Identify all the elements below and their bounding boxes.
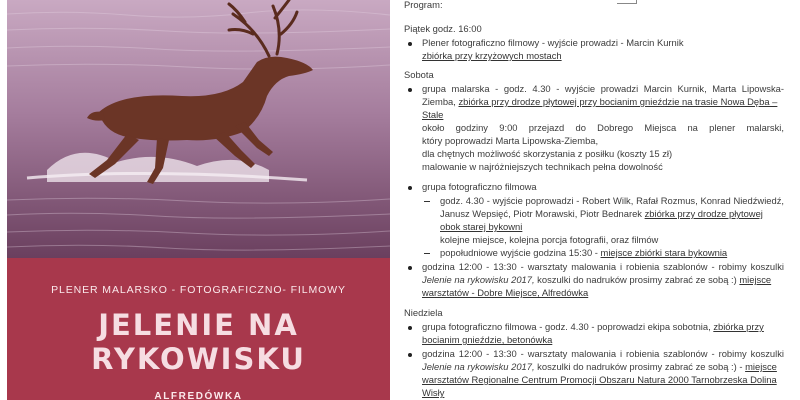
bullet bbox=[408, 186, 412, 190]
saturday-photo-line-4: kolejne miejsce, kolejna porcja fotografii, oraz filmów bbox=[440, 234, 659, 245]
bullet bbox=[408, 353, 412, 357]
text: popołudniowe wyjście godzina 15:30 - bbox=[440, 247, 601, 258]
sunday-photo-meeting-link-cont[interactable]: bocianim gnieździe, betonówka bbox=[422, 334, 553, 345]
dash-bullet bbox=[424, 201, 430, 202]
text: Janusz Wepsięć, Piotr Morawski, Piotr Bednarek bbox=[440, 208, 645, 219]
cropped-text-fragment bbox=[617, 0, 637, 4]
text: koszulki do nadruków prosimy zabrać ze sobą :) - bbox=[534, 361, 746, 372]
dash-bullet bbox=[424, 253, 430, 254]
text: Ziemba, bbox=[422, 96, 459, 107]
saturday-heading: Sobota bbox=[404, 69, 434, 80]
sunday-workshop-line-1: godzina 12:00 - 13:30 - warsztaty malowania i robienia szablonów - robimy koszulki bbox=[422, 348, 784, 359]
poster-title-line-1: JELENIE NA bbox=[98, 308, 299, 342]
bullet bbox=[408, 326, 412, 330]
saturday-photo-line-2 bbox=[440, 208, 763, 220]
bullet bbox=[408, 42, 412, 46]
program-heading: Program: bbox=[404, 0, 443, 10]
text: Jelenie na rykowisku 2017, bbox=[422, 361, 535, 372]
friday-item: Plener fotograficzno filmowy - wyjście prowadzi - Marcin Kurnik bbox=[422, 37, 684, 48]
saturday-workshop-line-2 bbox=[422, 274, 771, 286]
saturday-painting-line-7: malowanie w najróżniejszych technikach pełna dowolność bbox=[422, 161, 663, 172]
saturday-workshop-line-1: godzina 12:00 - 13:30 - warsztaty malowania i robienia szablonów - robimy koszulki bbox=[422, 261, 784, 272]
poster-place: ALFREDÓWKA bbox=[154, 391, 243, 400]
poster-title-band bbox=[7, 258, 390, 400]
sunday-workshop-link-cont[interactable]: warsztatów Regionalne Centrum Promocji Obszaru Natura 2000 Tarnobrzeska Dolina bbox=[422, 374, 777, 385]
saturday-photo-group-title: grupa fotograficzno filmowa bbox=[422, 181, 537, 192]
sunday-photo-line-1 bbox=[422, 321, 764, 333]
saturday-painting-meeting-link-cont[interactable]: Stale bbox=[422, 109, 444, 120]
sunday-workshop-link-end[interactable]: Wisły bbox=[422, 387, 445, 398]
text: grupa fotograficzno filmowa - godz. 4.30 - poprowadzi ekipa sobotnia, bbox=[422, 321, 714, 332]
deer-in-water-illustration bbox=[7, 0, 390, 258]
saturday-workshop-link[interactable]: miejsce bbox=[739, 274, 772, 285]
saturday-afternoon-line bbox=[440, 247, 727, 259]
friday-heading: Piątek godz. 16:00 bbox=[404, 23, 482, 34]
text: koszulki do nadruków prosimy zabrać ze sobą :) bbox=[534, 274, 740, 285]
event-program bbox=[394, 0, 794, 400]
deer-photo bbox=[7, 0, 390, 258]
friday-meeting-link[interactable]: zbiórka przy krzyżowych mostach bbox=[422, 50, 562, 61]
poster-subtitle: PLENER MALARSKO - FOTOGRAFICZNO- FILMOWY bbox=[51, 284, 346, 296]
saturday-painting-line-1: grupa malarska - godz. 4.30 - wyjście prowadzi Marcin Kurnik, Marta Lipowska- bbox=[422, 83, 784, 94]
event-poster bbox=[0, 0, 396, 400]
sunday-photo-meeting-link[interactable]: zbiórka przy bbox=[713, 321, 764, 332]
saturday-painting-line-5: który poprowadzi Marta Lipowska-Ziemba, bbox=[422, 135, 599, 146]
saturday-photo-line-1: godz. 4.30 - wyjście poprowadzi - Robert Wilk, Rafał Rozmus, Konrad Niedźwiedź, bbox=[440, 195, 784, 206]
bullet bbox=[408, 266, 412, 270]
saturday-painting-line-6: dla chętnych możliwość skorzystania z posiłku (koszty 15 zł) bbox=[422, 148, 673, 159]
sunday-heading: Niedziela bbox=[404, 307, 443, 318]
saturday-workshop-link-cont[interactable]: warsztatów - Dobre Miejsce, Alfredówka bbox=[422, 287, 589, 298]
saturday-painting-meeting-link[interactable]: zbiórka przy drodze płytowej przy bocianim gnieździe na trasie Nowa Dęba – bbox=[458, 96, 778, 107]
sunday-workshop-link[interactable]: miejsce bbox=[745, 361, 777, 372]
saturday-photo-meeting-link[interactable]: zbiórka przy drodze płytowej bbox=[644, 208, 763, 219]
poster-title bbox=[7, 308, 390, 376]
text: Jelenie na rykowisku 2017, bbox=[422, 274, 535, 285]
saturday-photo-meeting-link-cont[interactable]: obok starej bykowni bbox=[440, 221, 523, 232]
saturday-painting-line-4: około godziny 9:00 przejazd do Dobrego Miejsca na plener malarski, bbox=[422, 122, 784, 133]
saturday-painting-line-2 bbox=[422, 96, 777, 108]
bullet bbox=[408, 88, 412, 92]
sunday-workshop-line-2 bbox=[422, 361, 777, 373]
saturday-afternoon-link[interactable]: miejsce zbiórki stara bykownia bbox=[600, 247, 728, 258]
poster-title-line-2: RYKOWISKU bbox=[91, 342, 306, 376]
